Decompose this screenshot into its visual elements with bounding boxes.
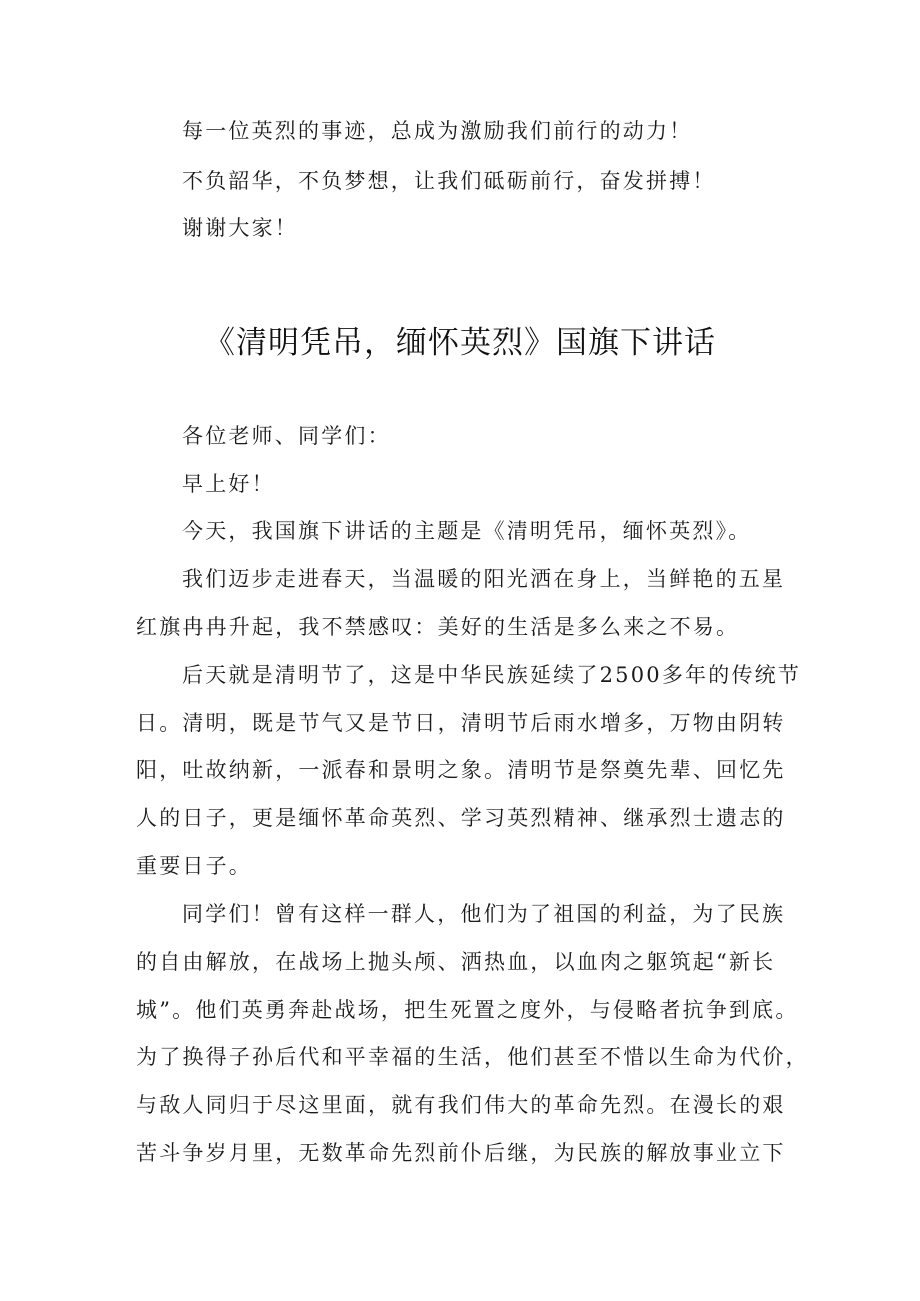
body-line-4: 我们迈步走进春天，当温暖的阳光洒在身上，当鲜艳的五星 bbox=[182, 567, 786, 591]
prev-text-line-2: 不负韶华，不负梦想，让我们砥砺前行，奋发拼搏！ bbox=[182, 169, 716, 193]
body-line-14: 为了换得子孙后代和平幸福的生活，他们甚至不惜以生命为代价， bbox=[136, 1045, 809, 1069]
prev-text-line-3: 谢谢大家！ bbox=[182, 216, 298, 240]
salutation-line: 各位老师、同学们： bbox=[182, 424, 391, 448]
body-line-16: 苦斗争岁月里，无数革命先烈前仆后继，为民族的解放事业立下 bbox=[136, 1141, 786, 1165]
speech-title: 《清明凭吊，缅怀英烈》国旗下讲话 bbox=[204, 325, 716, 361]
body-line-13: 城”。他们英勇奔赴战场，把生死置之度外，与侵略者抗争到底。 bbox=[136, 998, 799, 1022]
body-line-6: 后天就是清明节了，这是中华民族延续了2500多年的传统节 bbox=[182, 663, 802, 687]
body-line-3: 今天，我国旗下讲话的主题是《清明凭吊，缅怀英烈》。 bbox=[182, 519, 752, 543]
body-line-15: 与敌人同归于尽这里面，就有我们伟大的革命先烈。在漫长的艰 bbox=[136, 1093, 786, 1117]
body-line-10: 重要日子。 bbox=[136, 854, 252, 878]
prev-text-line-1: 每一位英烈的事迹，总成为激励我们前行的动力！ bbox=[182, 119, 693, 143]
body-line-9: 人的日子，更是缅怀革命英烈、学习英烈精神、继承烈士遗志的 bbox=[136, 806, 786, 830]
body-line-8: 阳，吐故纳新，一派春和景明之象。清明节是祭奠先辈、回忆先 bbox=[136, 758, 786, 782]
body-line-11: 同学们！曾有这样一群人，他们为了祖国的利益，为了民族 bbox=[182, 902, 786, 926]
greeting-line: 早上好！ bbox=[182, 472, 275, 496]
body-line-7: 日。清明，既是节气又是节日，清明节后雨水增多，万物由阴转 bbox=[136, 711, 786, 735]
body-line-5: 红旗冉冉升起，我不禁感叹：美好的生活是多么来之不易。 bbox=[136, 615, 740, 639]
body-line-12: 的自由解放，在战场上抛头颅、洒热血，以血肉之躯筑起“新长 bbox=[136, 950, 776, 974]
